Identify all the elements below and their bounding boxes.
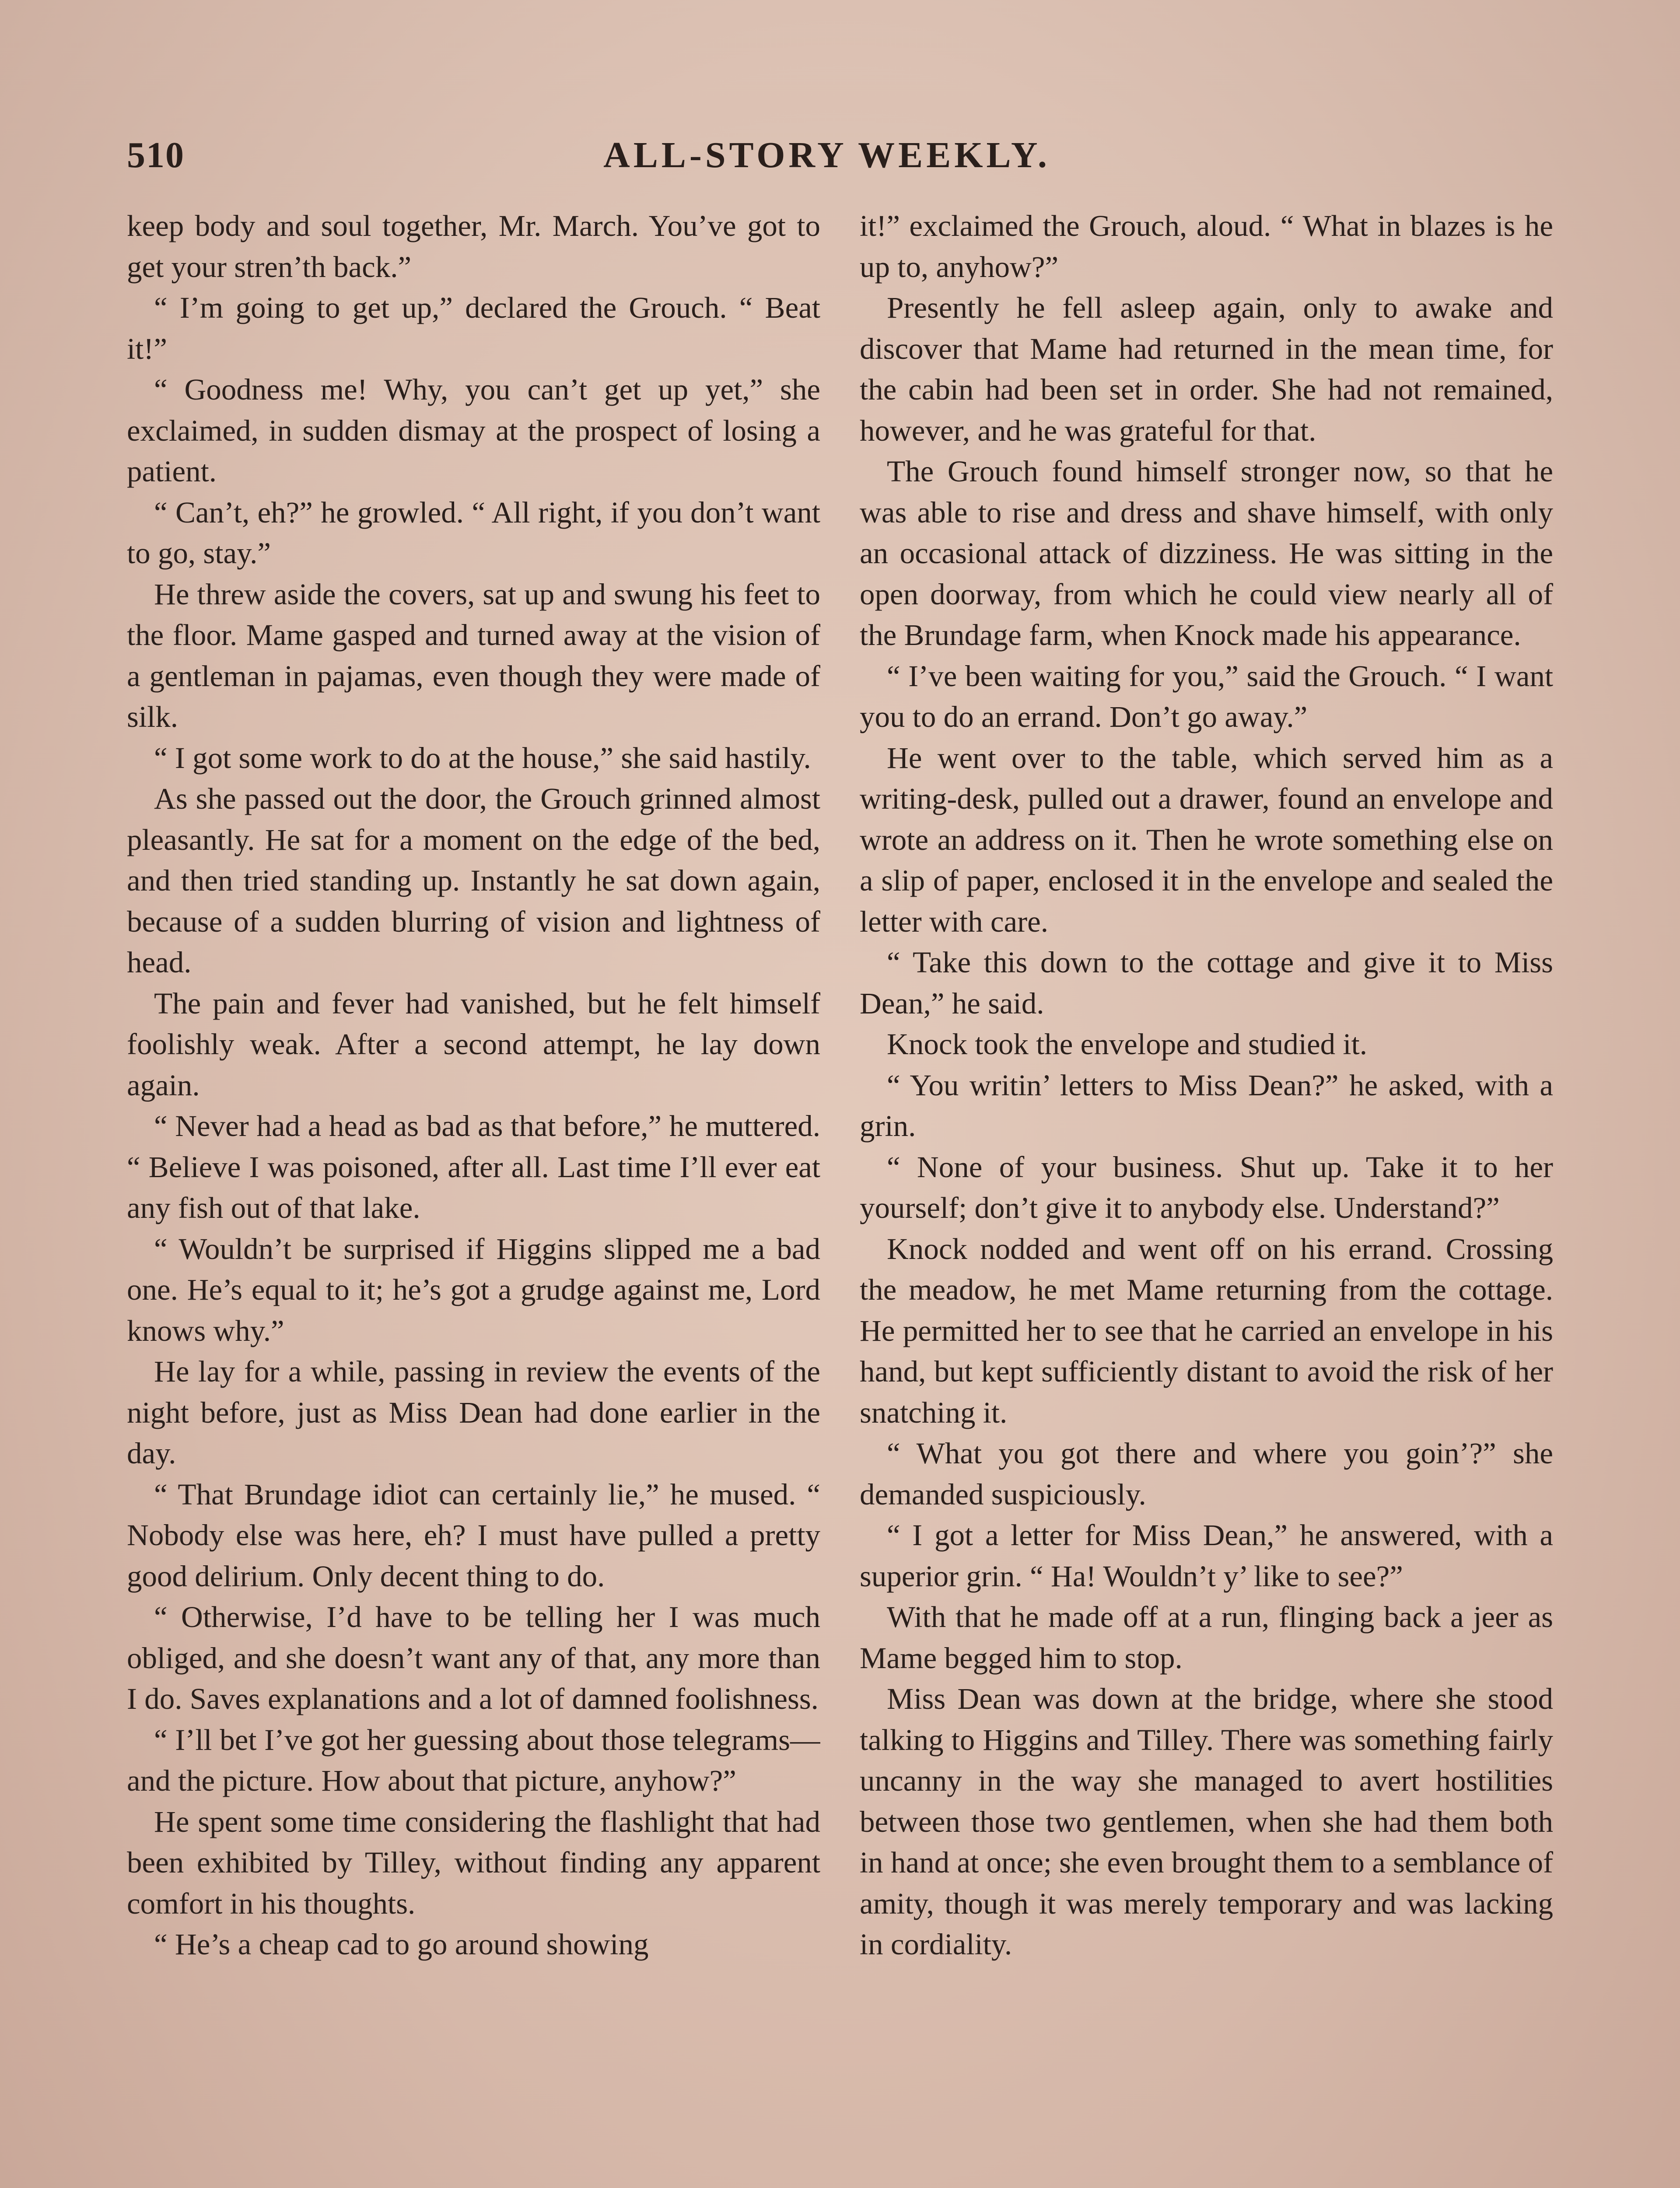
paragraph: Knock took the envelope and studied it. (887, 1027, 1368, 1061)
paragraph: “ Goodness me! Why, you can’t get up yet,” she exclaimed, in sudden dismay at the prospect of losing a patient. (127, 373, 820, 488)
paragraph: The pain and fever had vanished, but he felt himself foolishly weak. After a second attempt, he lay down again. (127, 986, 820, 1102)
paragraph: He went over to the table, which served him as a writing-desk, pulled out a drawer, found an envelope and wrote an address on it. Then he wrote something else on a slip of paper, enclosed it in the envelope and sealed the letter with care. (860, 741, 1553, 938)
paragraph: He threw aside the covers, sat up and swung his feet to the floor. Mame gasped and turned away at the vision of a gentleman in pajamas, even though they were made of silk. (127, 577, 820, 733)
text-columns (127, 206, 1553, 2188)
paragraph: “ I’m going to get up,” declared the Grouch. “ Beat it!” (127, 291, 820, 365)
page-header (127, 127, 1527, 184)
paragraph: “ Wouldn’t be surprised if Higgins slipped me a bad one. He’s equal to it; he’s got a grudge against me, Lord knows why.” (127, 1232, 820, 1347)
paragraph: He spent some time considering the flashlight that had been exhibited by Tilley, without finding any apparent comfort in his thoughts. (127, 1805, 820, 1920)
paragraph: Knock nodded and went off on his errand. Crossing the meadow, he met Mame returning from the cottage. He permitted her to see that he carried an envelope in his hand, but kept sufficiently distant to avoid the risk of her snatching it. (860, 1232, 1553, 1429)
paragraph: Presently he fell asleep again, only to awake and discover that Mame had returned in the mean time, for the cabin had been set in order. She had not remained, however, and he was grateful for that. (860, 291, 1553, 447)
paragraph: He lay for a while, passing in review the events of the night before, just as Miss Dean had done earlier in the day. (127, 1355, 820, 1470)
magazine-title: ALL-STORY WEEKLY. (603, 135, 1050, 175)
paragraph: “ He’s a cheap cad to go around showing (154, 1928, 649, 1961)
paragraph: Miss Dean was down at the bridge, where she stood talking to Higgins and Tilley. There was something fairly uncanny in the way she managed to avert hostilities between those two gentlemen, when she had them both in hand at once; she even brought them to a semblance of amity, though it was merely temporary and was lacking in cordiality. (860, 1682, 1553, 1961)
right-column (860, 206, 1553, 2188)
paragraph: “ Can’t, eh?” he growled. “ All right, if you don’t want to go, stay.” (127, 495, 820, 570)
paragraph: “ None of your business. Shut up. Take it to her yourself; don’t give it to anybody else. Understand?” (860, 1150, 1553, 1224)
paragraph: “ You writin’ letters to Miss Dean?” he asked, with a grin. (860, 1068, 1553, 1143)
paragraph: “ That Brundage idiot can certainly lie,” he mused. “ Nobody else was here, eh? I must have pulled a pretty good delirium. Only decent thing to do. (127, 1477, 820, 1593)
paragraph: keep body and soul together, Mr. March. You’ve got to get your stren’th back.” (127, 209, 820, 284)
paragraph: “ Take this down to the cottage and give it to Miss Dean,” he said. (860, 946, 1553, 1020)
paragraph: With that he made off at a run, flinging back a jeer as Mame begged him to stop. (860, 1600, 1553, 1675)
page-number: 510 (127, 135, 185, 175)
paragraph: “ Never had a head as bad as that before,” he muttered. “ Believe I was poisoned, after all. Last time I’ll ever eat any fish out of that lake. (127, 1109, 820, 1224)
paragraph: As she passed out the door, the Grouch grinned almost pleasantly. He sat for a moment on the edge of the bed, and then tried standing up. Instantly he sat down again, because of a sudden blurring of vision and lightness of head. (127, 782, 820, 979)
paragraph: The Grouch found himself stronger now, so that he was able to rise and dress and shave himself, with only an occasional attack of dizziness. He was sitting in the open doorway, from which he could view nearly all of the Brundage farm, when Knock made his appearance. (860, 455, 1553, 652)
left-column (127, 206, 820, 2188)
paragraph: “ I’ll bet I’ve got her guessing about those telegrams—and the picture. How about that picture, anyhow?” (127, 1723, 820, 1797)
paragraph: “ I got some work to do at the house,” she said hastily. (154, 741, 811, 775)
paragraph: “ I got a letter for Miss Dean,” he answered, with a superior grin. “ Ha! Wouldn’t y’ like to see?” (860, 1518, 1553, 1593)
paragraph: “ What you got there and where you goin’?” she demanded suspiciously. (860, 1437, 1553, 1511)
paragraph: “ I’ve been waiting for you,” said the Grouch. “ I want you to do an errand. Don’t go away.” (860, 659, 1553, 733)
paragraph: it!” exclaimed the Grouch, aloud. “ What in blazes is he up to, anyhow?” (860, 209, 1553, 284)
paragraph: “ Otherwise, I’d have to be telling her I was much obliged, and she doesn’t want any of that, any more than I do. Saves explanations and a lot of damned foolishness. (127, 1600, 820, 1715)
